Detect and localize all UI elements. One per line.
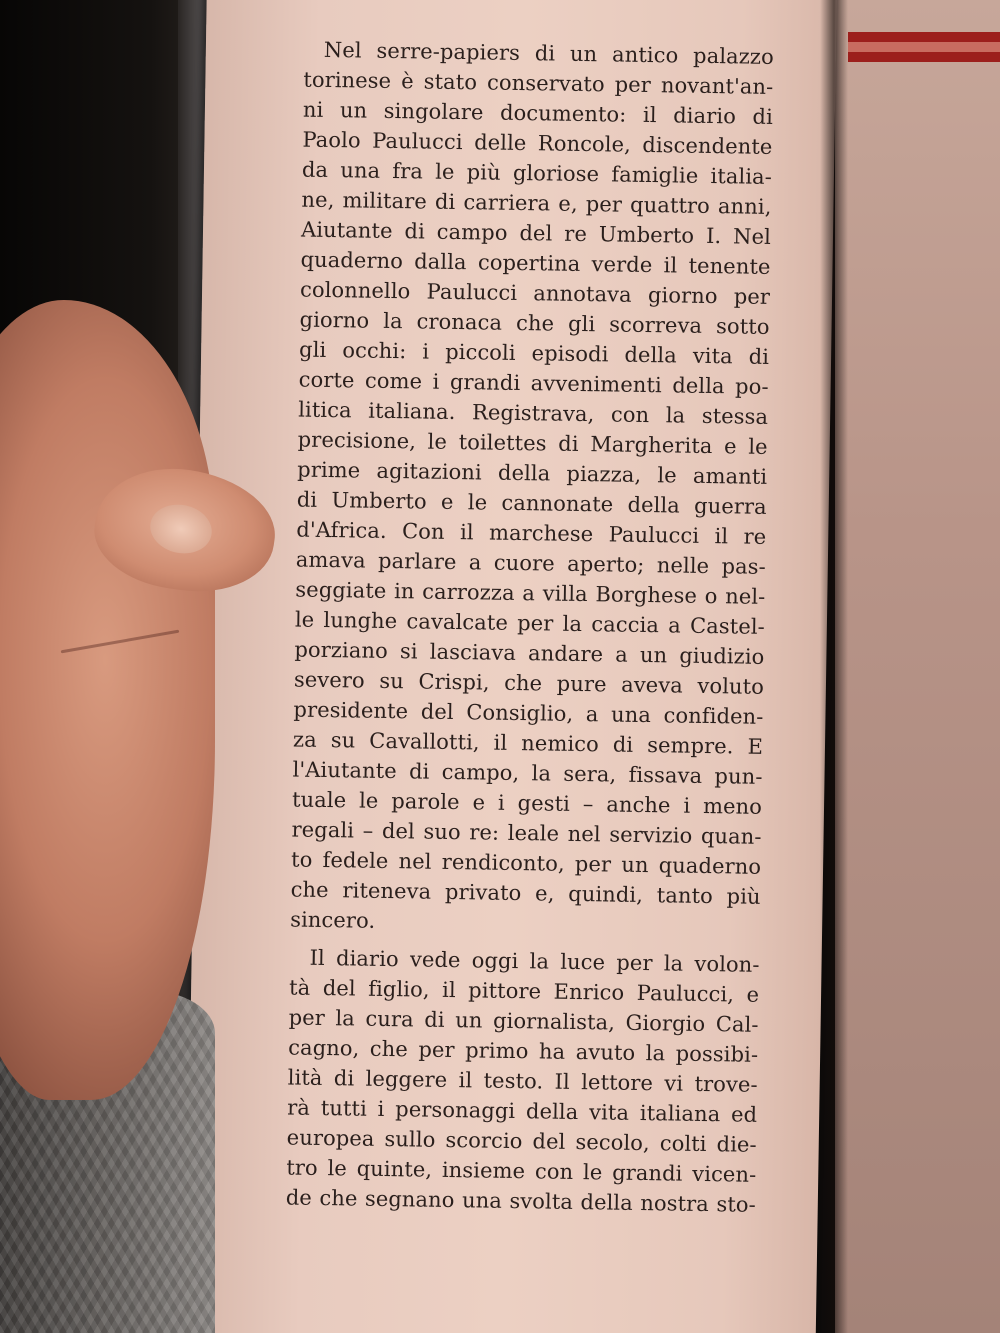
text-line: per la cura di un giornalista, Giorgio Cal- — [288, 1005, 759, 1037]
text-line: amava parlare a cuore aperto; nelle pas- — [295, 547, 766, 579]
text-line: de che segnano una svolta della nostra sto- — [285, 1185, 756, 1217]
text-line: colonnello Paulucci annotava giorno per — [299, 277, 771, 309]
dust-jacket-flap — [185, 0, 836, 1333]
text-line: Paolo Paulucci delle Roncole, discendente — [302, 127, 773, 159]
text-line: tà del figlio, il pittore Enrico Paulucci, e — [288, 975, 760, 1007]
text-line: precisione, le toilettes di Margherita e le — [297, 427, 768, 459]
flap-text — [286, 35, 774, 1220]
text-line: presidente del Consiglio, a una confiden- — [293, 697, 764, 729]
text-line: gli occhi: i piccoli episodi della vita di — [298, 337, 770, 369]
text-line: di Umberto e le cannonate della guerra — [296, 487, 767, 519]
text-line: seggiate in carrozza a villa Borghese o nel- — [295, 577, 766, 609]
text-line: lità di leggere il testo. Il lettore vi trove- — [287, 1065, 758, 1097]
text-line: da una fra le più gloriose famiglie italia- — [301, 157, 773, 189]
book-endpaper-right — [835, 0, 1000, 1333]
text-line: corte come i grandi avvenimenti della po- — [298, 367, 769, 399]
text-line: europea sullo scorcio del secolo, colti die- — [286, 1125, 757, 1157]
text-line: cagno, che per primo ha avuto la possibi- — [288, 1035, 759, 1067]
text-line: litica italiana. Registrava, con la stessa — [298, 397, 769, 429]
text-line: regali – del suo re: leale nel servizio quan- — [291, 817, 762, 849]
text-line: d'Africa. Con il marchese Paulucci il re — [296, 517, 767, 549]
hand — [0, 300, 215, 1100]
gutter-shadow — [820, 0, 848, 1333]
text-line: tro le quinte, insieme con le grandi vicen- — [286, 1155, 757, 1187]
text-line: sincero. — [290, 907, 376, 933]
red-cover-band-highlight — [848, 42, 1000, 52]
text-line: Aiutante di campo del re Umberto I. Nel — [300, 217, 772, 249]
text-line: porziano si lasciava andare a un giudizio — [294, 637, 765, 669]
text-line: ni un singolare documento: il diario di — [302, 97, 774, 129]
text-line: Il diario vede oggi la luce per la volon- — [309, 945, 760, 977]
text-line: to fedele nel rendiconto, per un quaderno — [290, 847, 762, 879]
text-line: za su Cavallotti, il nemico di sempre. E — [292, 727, 764, 759]
text-line: che riteneva privato e, quindi, tanto più — [290, 877, 761, 909]
text-line: ne, militare di carriera e, per quattro anni, — [301, 187, 772, 219]
text-line: rà tutti i personaggi della vita italiana ed — [287, 1095, 758, 1127]
text-line: le lunghe cavalcate per la caccia a Castel- — [294, 607, 766, 639]
text-line: prime agitazioni della piazza, le amanti — [297, 457, 768, 489]
text-line: giorno la cronaca che gli scorreva sotto — [299, 307, 770, 339]
paragraph-2 — [286, 942, 760, 1219]
text-line: Nel serre-papiers di un antico palazzo — [323, 37, 775, 69]
paragraph-1 — [290, 35, 774, 942]
text-line: l'Aiutante di campo, la sera, fissava pun- — [292, 757, 763, 789]
text-line: torinese è stato conservato per novant'an- — [303, 67, 774, 99]
text-line: quaderno dalla copertina verde il tenente — [300, 247, 771, 279]
text-line: severo su Crispi, che pure aveva voluto — [293, 667, 765, 699]
text-line: tuale le parole e i gesti – anche i meno — [291, 787, 763, 819]
